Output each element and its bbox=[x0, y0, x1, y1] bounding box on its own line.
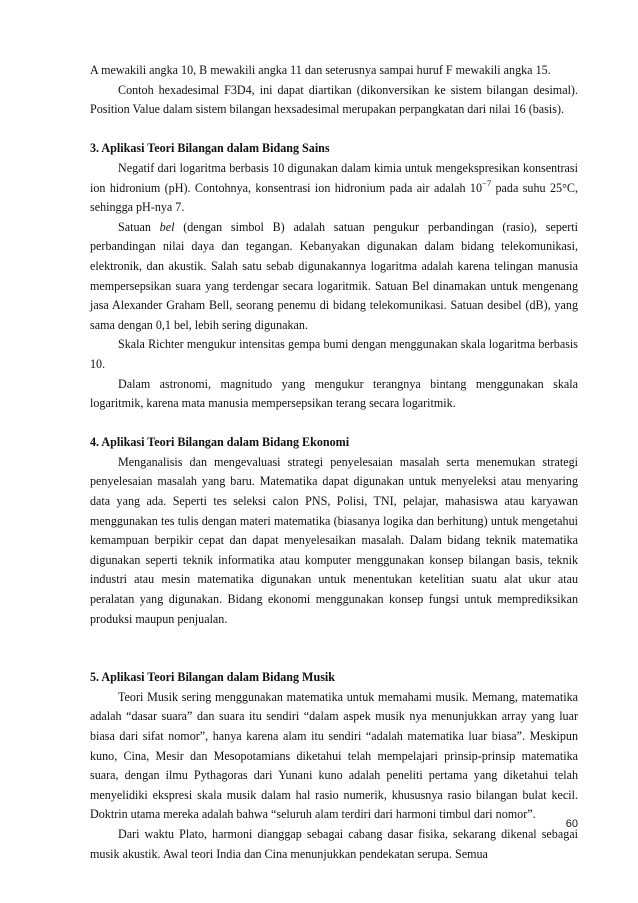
paragraph-bel bbox=[90, 218, 578, 336]
page-number: 60 bbox=[565, 818, 578, 830]
paragraph-richter: Skala Richter mengukur intensitas gempa bumi dengan menggunakan skala logaritma berbasis 10. bbox=[90, 337, 578, 371]
page-body bbox=[90, 61, 578, 864]
paragraph-plato: Dari waktu Plato, harmoni dianggap sebagai cabang dasar fisika, sekarang dikenal sebagai musik akustik. Awal teori India dan Cina menunjukkan pendekatan serupa. Semua bbox=[90, 826, 578, 861]
paragraph-ph bbox=[90, 159, 578, 218]
bel-text-before: Satuan bbox=[118, 219, 160, 234]
ph-text-after: pada suhu 25°C, sehingga pH-nya 7. bbox=[90, 180, 578, 215]
section-heading-sains: 3. Aplikasi Teori Bilangan dalam Bidang Sains bbox=[90, 141, 330, 156]
spacer bbox=[90, 629, 578, 668]
spacer bbox=[90, 414, 578, 434]
paragraph-musik: Teori Musik sering menggunakan matematika untuk memahami musik. Memang, matematika adalah “dasar suara” dan suara itu sendiri “dalam aspek musik nya menunjukkan array yang luar biasa dari sifat nomor”, hanya karena alam itu sendiri “adalah matematika luar biasa”. Meskipun kuno, Cina, Mesir dan Mesopotamians diketahui telah mempelajari prinsip-prinsip matematika suara, dengan ilmu Pythagoras dari Yunani kuno adalah peneliti pertama yang diketahui telah menyelidiki ekspresi skala musik dalam hal rasio numerik, khususnya rasio bilangan bulat kecil. Doktrin utama mereka adalah bahwa “seluruh alam terdiri dari harmoni timbul dari nomor”. bbox=[90, 689, 578, 822]
paragraph-astronomi: Dalam astronomi, magnitudo yang mengukur terangnya bintang menggunakan skala logaritmik, karena mata manusia mempersepsikan terang secara logaritmik. bbox=[90, 376, 578, 411]
paragraph-hex-example: Contoh hexadesimal F3D4, ini dapat diartikan (dikonversikan ke sistem bilangan desimal). Position Value dalam sistem bilangan hexsadesimal merupakan perpangkatan dari nilai 16 (basis). bbox=[90, 82, 578, 117]
section-heading-musik: 5. Aplikasi Teori Bilangan dalam Bidang Musik bbox=[90, 670, 335, 685]
ph-exponent: −7 bbox=[482, 177, 492, 188]
bel-text-after: (dengan simbol B) adalah satuan pengukur perbandingan (rasio), seperti perbandingan nilai daya dan tegangan. Kebanyakan digunakan dalam bidang telekomunikasi, elektronik, dan akustik. Salah satu sebab digunakannya logaritma adalah karena telingan manusia mempersepsikan suara yang terdengar secara logaritmik. Satuan Bel dinamakan untuk mengenang jasa Alexander Graham Bell, seorang penemu di bidang telekomunikasi. Satuan desibel (dB), yang sama dengan 0,1 bel, lebih sering digunakan. bbox=[90, 219, 578, 332]
paragraph-ekonomi: Menganalisis dan mengevaluasi strategi penyelesaian masalah serta menemukan strategi penyelesaian masalah yang baru. Matematika dapat digunakan untuk menyeleksi atau menyaring data yang ada. Seperti tes seleksi calon PNS, Polisi, TNI, pelajar, mahasiswa atau karyawan menggunakan tes tulis dengan materi matematika (biasanya logika dan berhitung) untuk mengetahui kemampuan berpikir cepat dan dapat menyelesaikan masalah. Dalam bidang teknik matematika digunakan seperti teknik informatika atau komputer menggunakan konsep bilangan basis, teknik industri atau mesin matematika digunakan untuk menentukan ketelitian suatu alat ukur atau peralatan yang digunakan. Bidang ekonomi menggunakan konsep fungsi untuk memprediksikan produksi maupun penjualan. bbox=[90, 454, 578, 626]
bel-term: bel bbox=[159, 219, 175, 234]
spacer bbox=[90, 120, 578, 140]
paragraph-hex-letters: A mewakili angka 10, B mewakili angka 11 dan seterusnya sampai huruf F mewakili angka 15. bbox=[90, 63, 551, 77]
ph-text-before: Negatif dari logaritma berbasis 10 digunakan dalam kimia untuk mengekspresikan konsentrasi ion hidronium (pH). Contohnya, konsentrasi ion hidronium pada air adalah 10 bbox=[90, 160, 578, 195]
section-heading-ekonomi: 4. Aplikasi Teori Bilangan dalam Bidang Ekonomi bbox=[90, 435, 350, 450]
